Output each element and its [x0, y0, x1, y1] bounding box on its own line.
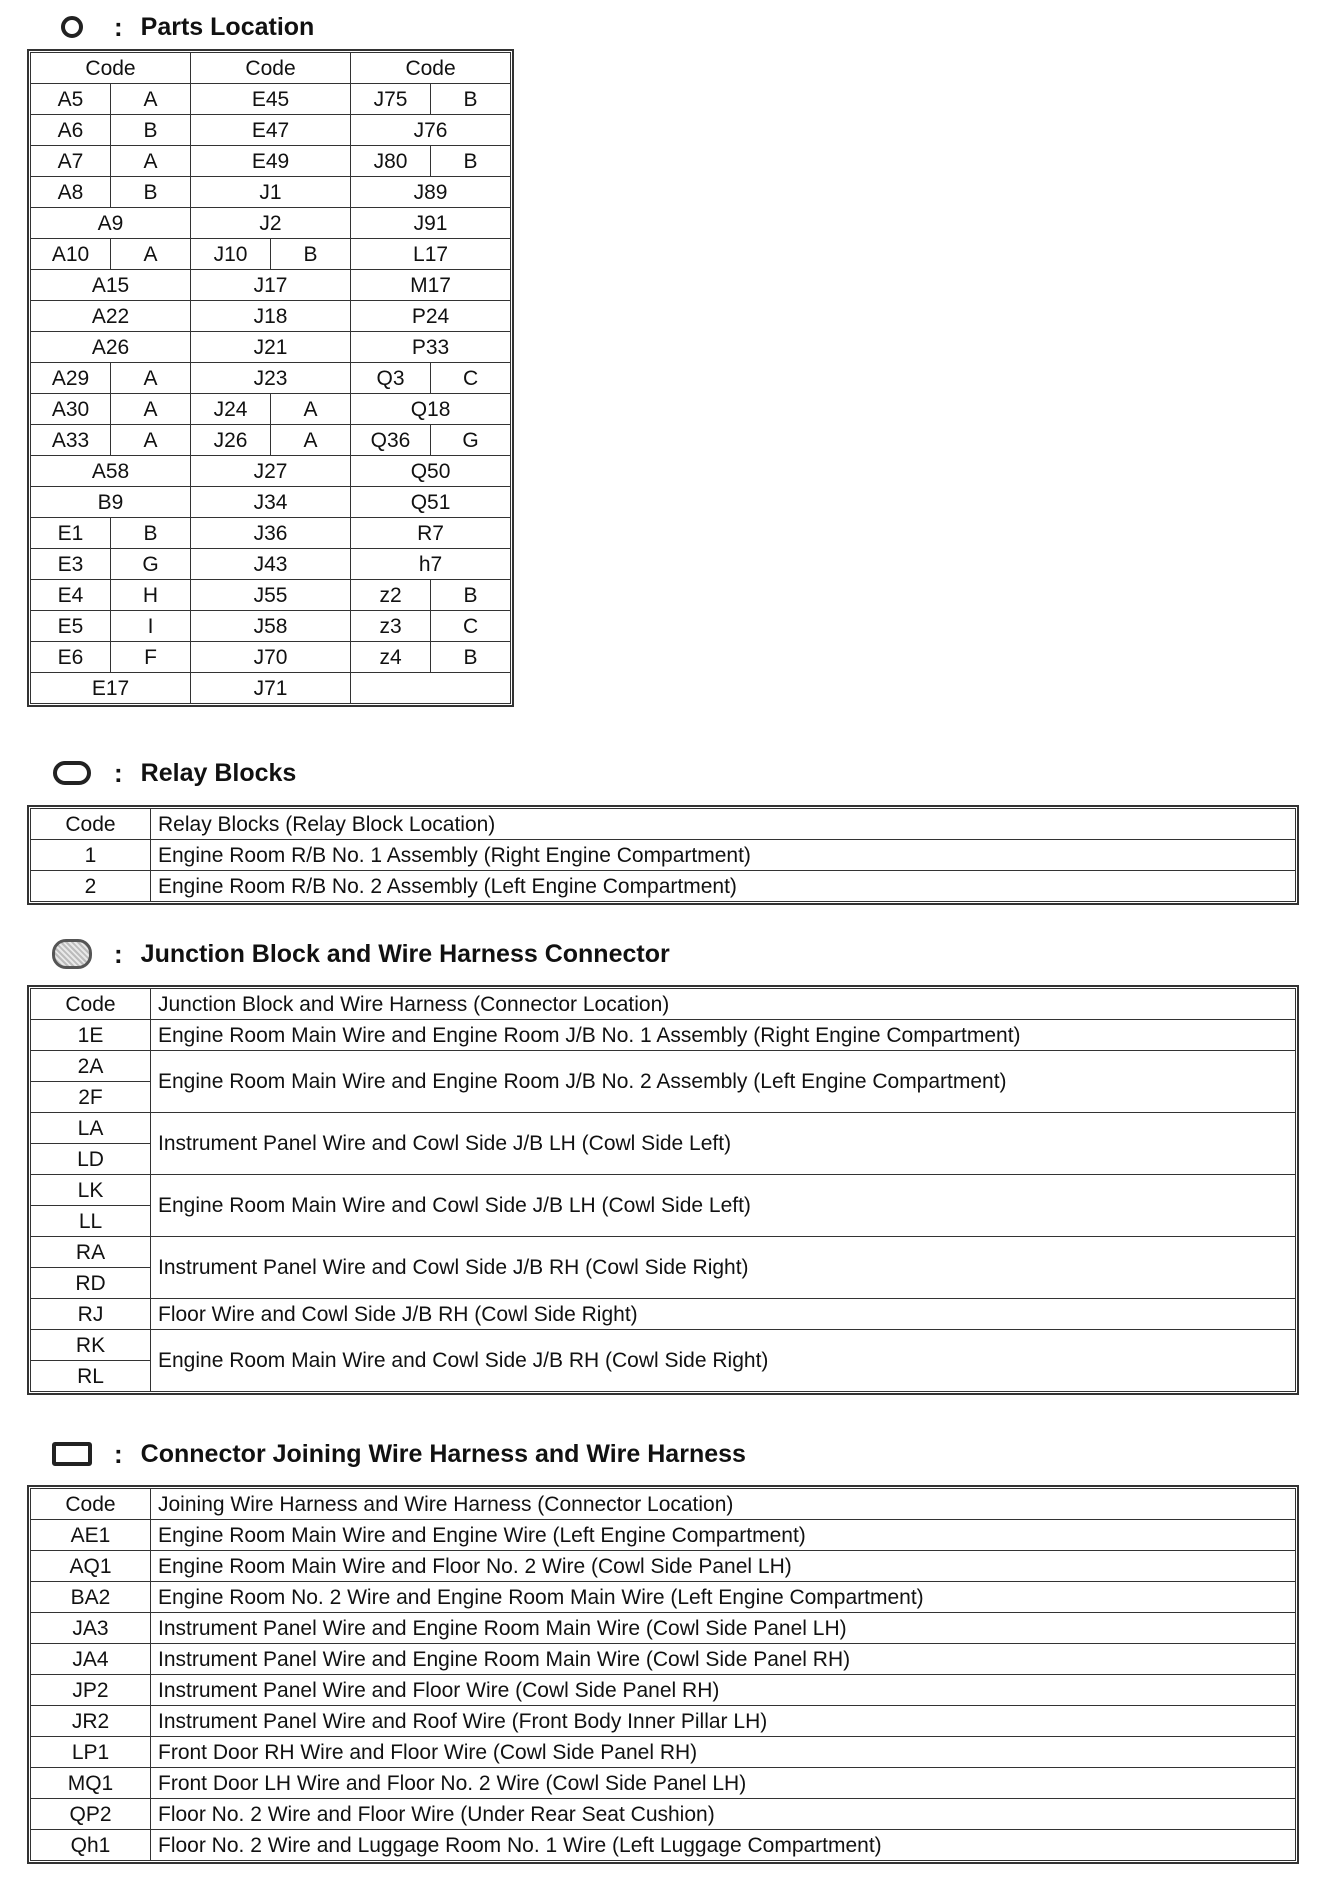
part-code-cell: J71: [191, 673, 351, 704]
description-cell: Engine Room Main Wire and Engine Room J/B No. 1 Assembly (Right Engine Compartment): [151, 1020, 1296, 1051]
table-row: [31, 332, 511, 363]
table-header-row: [31, 989, 1296, 1020]
code-header: Code: [31, 1489, 151, 1520]
part-code-cell: A7: [31, 146, 111, 177]
part-code-cell: J91: [351, 208, 511, 239]
code-cell: 1: [31, 840, 151, 871]
part-code-cell: R7: [351, 518, 511, 549]
section-title: Connector Joining Wire Harness and Wire Harness: [140, 1439, 746, 1468]
part-location-letter: C: [431, 611, 511, 642]
table-row: [31, 84, 511, 115]
table-header-row: [31, 53, 511, 84]
description-cell: Instrument Panel Wire and Engine Room Main Wire (Cowl Side Panel LH): [151, 1613, 1296, 1644]
section-title: Relay Blocks: [140, 758, 297, 787]
joining-connectors-table: [30, 1488, 1296, 1861]
description-cell: Instrument Panel Wire and Cowl Side J/B LH (Cowl Side Left): [151, 1113, 1296, 1175]
colon: :: [114, 757, 123, 788]
part-location-letter: C: [431, 363, 511, 394]
description-header: Relay Blocks (Relay Block Location): [151, 809, 1296, 840]
part-location-letter: A: [271, 425, 351, 456]
table-row: [31, 1830, 1296, 1861]
part-location-letter: B: [111, 115, 191, 146]
part-code-cell: J17: [191, 270, 351, 301]
part-code-cell: J26: [191, 425, 271, 456]
column-header: Code: [31, 53, 191, 84]
table-row: [31, 270, 511, 301]
code-cell: RA: [31, 1237, 151, 1268]
part-code-cell: J80: [351, 146, 431, 177]
table-row: [31, 177, 511, 208]
code-cell: Qh1: [31, 1830, 151, 1861]
table-row: [31, 1799, 1296, 1830]
part-code-cell: J36: [191, 518, 351, 549]
description-cell: Instrument Panel Wire and Cowl Side J/B RH (Cowl Side Right): [151, 1237, 1296, 1299]
section-header-parts-location: [52, 9, 314, 45]
part-code-cell: M17: [351, 270, 511, 301]
part-code-cell: J43: [191, 549, 351, 580]
code-cell: RJ: [31, 1299, 151, 1330]
rectangle-icon: [52, 1440, 92, 1468]
parts-location-table: [30, 52, 511, 704]
oval-icon: [52, 759, 92, 787]
part-code-cell: J89: [351, 177, 511, 208]
shaded-oval-icon: [52, 940, 92, 968]
description-cell: Floor Wire and Cowl Side J/B RH (Cowl Side Right): [151, 1299, 1296, 1330]
description-cell: Engine Room No. 2 Wire and Engine Room Main Wire (Left Engine Compartment): [151, 1582, 1296, 1613]
code-cell: JR2: [31, 1706, 151, 1737]
part-code-cell: J18: [191, 301, 351, 332]
part-code-cell: A33: [31, 425, 111, 456]
table-row: [31, 1613, 1296, 1644]
code-cell: LP1: [31, 1737, 151, 1768]
description-cell: Front Door LH Wire and Floor No. 2 Wire (Cowl Side Panel LH): [151, 1768, 1296, 1799]
table-row: [31, 1113, 1296, 1144]
code-cell: 2: [31, 871, 151, 902]
column-header: Code: [351, 53, 511, 84]
section-header-junction-block: [52, 936, 670, 972]
part-code-cell: P33: [351, 332, 511, 363]
part-code-cell: A15: [31, 270, 191, 301]
table-row: [31, 394, 511, 425]
part-code-cell: A10: [31, 239, 111, 270]
table-row: [31, 1020, 1296, 1051]
part-location-letter: F: [111, 642, 191, 673]
part-code-cell: J58: [191, 611, 351, 642]
code-cell: JA4: [31, 1644, 151, 1675]
part-location-letter: A: [111, 84, 191, 115]
relay-blocks-table: [30, 808, 1296, 902]
part-code-cell: B9: [31, 487, 191, 518]
code-header: Code: [31, 809, 151, 840]
part-location-letter: B: [431, 642, 511, 673]
part-code-cell: Q36: [351, 425, 431, 456]
description-cell: Front Door RH Wire and Floor Wire (Cowl Side Panel RH): [151, 1737, 1296, 1768]
code-cell: LL: [31, 1206, 151, 1237]
table-row: [31, 456, 511, 487]
part-code-cell: Q18: [351, 394, 511, 425]
description-cell: Engine Room R/B No. 2 Assembly (Left Engine Compartment): [151, 871, 1296, 902]
part-code-cell: z3: [351, 611, 431, 642]
table-row: [31, 363, 511, 394]
section-title: Junction Block and Wire Harness Connector: [140, 939, 670, 968]
part-code-cell: A5: [31, 84, 111, 115]
description-cell: Instrument Panel Wire and Floor Wire (Cowl Side Panel RH): [151, 1675, 1296, 1706]
part-location-letter: A: [111, 363, 191, 394]
section-header-joining-connectors: [52, 1436, 746, 1472]
code-cell: JA3: [31, 1613, 151, 1644]
part-code-cell: A30: [31, 394, 111, 425]
part-code-cell: A6: [31, 115, 111, 146]
description-cell: Floor No. 2 Wire and Luggage Room No. 1 Wire (Left Luggage Compartment): [151, 1830, 1296, 1861]
table-row: [31, 1675, 1296, 1706]
part-code-cell: J27: [191, 456, 351, 487]
code-cell: BA2: [31, 1582, 151, 1613]
part-code-cell: J55: [191, 580, 351, 611]
description-header: Joining Wire Harness and Wire Harness (Connector Location): [151, 1489, 1296, 1520]
part-code-cell: z4: [351, 642, 431, 673]
part-code-cell: P24: [351, 301, 511, 332]
part-code-cell: z2: [351, 580, 431, 611]
table-row: [31, 1582, 1296, 1613]
code-cell: RD: [31, 1268, 151, 1299]
table-row: [31, 115, 511, 146]
part-location-letter: B: [431, 84, 511, 115]
junction-block-table: [30, 988, 1296, 1392]
section-title: Parts Location: [140, 12, 315, 41]
part-code-cell: J75: [351, 84, 431, 115]
part-code-cell: E49: [191, 146, 351, 177]
description-cell: Engine Room Main Wire and Engine Room J/B No. 2 Assembly (Left Engine Compartment): [151, 1051, 1296, 1113]
table-row: [31, 1737, 1296, 1768]
table-row: [31, 239, 511, 270]
description-cell: Engine Room Main Wire and Cowl Side J/B LH (Cowl Side Left): [151, 1175, 1296, 1237]
part-code-cell: J34: [191, 487, 351, 518]
part-code-cell: E3: [31, 549, 111, 580]
colon: :: [114, 938, 123, 969]
part-code-cell: J10: [191, 239, 271, 270]
table-row: [31, 1299, 1296, 1330]
table-row: [31, 487, 511, 518]
part-code-cell: E5: [31, 611, 111, 642]
code-cell: AE1: [31, 1520, 151, 1551]
part-code-cell: J1: [191, 177, 351, 208]
part-code-cell: [351, 673, 511, 704]
table-row: [31, 549, 511, 580]
code-header: Code: [31, 989, 151, 1020]
table-row: [31, 1175, 1296, 1206]
part-location-letter: I: [111, 611, 191, 642]
table-header-row: [31, 1489, 1296, 1520]
table-row: [31, 301, 511, 332]
part-code-cell: A22: [31, 301, 191, 332]
part-location-letter: B: [431, 146, 511, 177]
description-header: Junction Block and Wire Harness (Connector Location): [151, 989, 1296, 1020]
part-code-cell: E17: [31, 673, 191, 704]
part-code-cell: Q3: [351, 363, 431, 394]
part-code-cell: E45: [191, 84, 351, 115]
table-row: [31, 1330, 1296, 1361]
description-cell: Engine Room Main Wire and Engine Wire (Left Engine Compartment): [151, 1520, 1296, 1551]
table-row: [31, 146, 511, 177]
code-cell: LK: [31, 1175, 151, 1206]
code-cell: QP2: [31, 1799, 151, 1830]
code-cell: RL: [31, 1361, 151, 1392]
part-code-cell: E4: [31, 580, 111, 611]
table-row: [31, 208, 511, 239]
part-code-cell: E1: [31, 518, 111, 549]
part-location-letter: H: [111, 580, 191, 611]
part-code-cell: J76: [351, 115, 511, 146]
part-code-cell: A58: [31, 456, 191, 487]
description-cell: Engine Room R/B No. 1 Assembly (Right Engine Compartment): [151, 840, 1296, 871]
part-code-cell: J70: [191, 642, 351, 673]
part-location-letter: B: [431, 580, 511, 611]
part-code-cell: J23: [191, 363, 351, 394]
part-location-letter: B: [271, 239, 351, 270]
part-code-cell: A9: [31, 208, 191, 239]
circle-icon: [52, 13, 92, 41]
part-code-cell: A26: [31, 332, 191, 363]
code-cell: 2A: [31, 1051, 151, 1082]
table-row: [31, 642, 511, 673]
part-location-letter: G: [111, 549, 191, 580]
table-row: [31, 1237, 1296, 1268]
description-cell: Floor No. 2 Wire and Floor Wire (Under Rear Seat Cushion): [151, 1799, 1296, 1830]
table-row: [31, 1706, 1296, 1737]
table-row: [31, 871, 1296, 902]
table-row: [31, 1520, 1296, 1551]
code-cell: RK: [31, 1330, 151, 1361]
table-row: [31, 580, 511, 611]
table-row: [31, 1551, 1296, 1582]
description-cell: Instrument Panel Wire and Engine Room Main Wire (Cowl Side Panel RH): [151, 1644, 1296, 1675]
part-location-letter: B: [111, 518, 191, 549]
description-cell: Engine Room Main Wire and Cowl Side J/B RH (Cowl Side Right): [151, 1330, 1296, 1392]
table-row: [31, 518, 511, 549]
table-row: [31, 1768, 1296, 1799]
table-row: [31, 1644, 1296, 1675]
code-cell: 1E: [31, 1020, 151, 1051]
colon: :: [114, 11, 123, 42]
code-cell: LD: [31, 1144, 151, 1175]
section-header-relay-blocks: [52, 755, 296, 791]
part-code-cell: J21: [191, 332, 351, 363]
table-row: [31, 673, 511, 704]
part-code-cell: Q50: [351, 456, 511, 487]
part-code-cell: A8: [31, 177, 111, 208]
colon: :: [114, 1438, 123, 1469]
table-row: [31, 840, 1296, 871]
table-row: [31, 1051, 1296, 1082]
part-location-letter: A: [111, 425, 191, 456]
part-code-cell: Q51: [351, 487, 511, 518]
description-cell: Instrument Panel Wire and Roof Wire (Front Body Inner Pillar LH): [151, 1706, 1296, 1737]
part-code-cell: L17: [351, 239, 511, 270]
code-cell: MQ1: [31, 1768, 151, 1799]
table-header-row: [31, 809, 1296, 840]
code-cell: LA: [31, 1113, 151, 1144]
code-cell: JP2: [31, 1675, 151, 1706]
part-location-letter: A: [111, 394, 191, 425]
code-cell: 2F: [31, 1082, 151, 1113]
part-code-cell: A29: [31, 363, 111, 394]
part-location-letter: A: [271, 394, 351, 425]
table-row: [31, 611, 511, 642]
part-code-cell: J24: [191, 394, 271, 425]
description-cell: Engine Room Main Wire and Floor No. 2 Wire (Cowl Side Panel LH): [151, 1551, 1296, 1582]
part-location-letter: A: [111, 146, 191, 177]
part-code-cell: E47: [191, 115, 351, 146]
part-location-letter: A: [111, 239, 191, 270]
part-code-cell: h7: [351, 549, 511, 580]
column-header: Code: [191, 53, 351, 84]
part-code-cell: E6: [31, 642, 111, 673]
part-location-letter: B: [111, 177, 191, 208]
code-cell: AQ1: [31, 1551, 151, 1582]
table-row: [31, 425, 511, 456]
part-location-letter: G: [431, 425, 511, 456]
part-code-cell: J2: [191, 208, 351, 239]
